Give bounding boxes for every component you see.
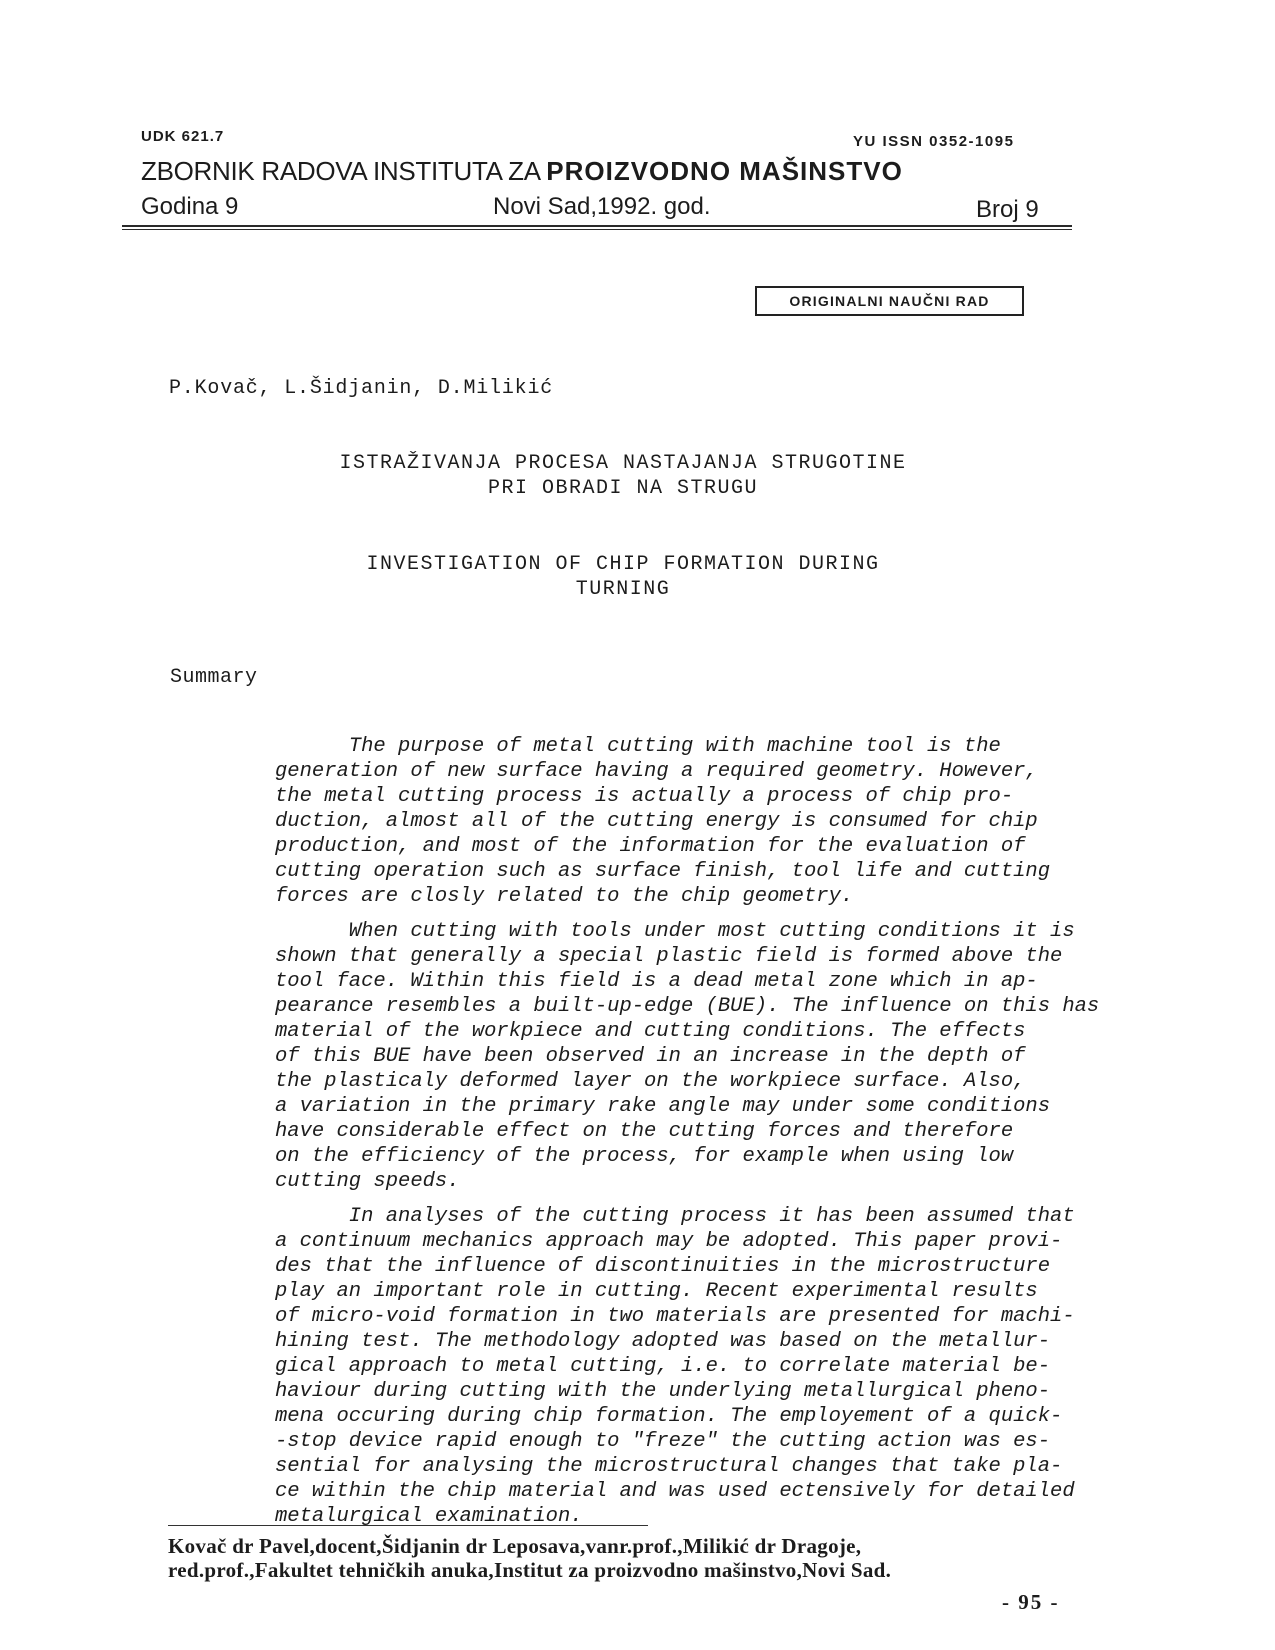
article-type-badge: ORIGINALNI NAUČNI RAD: [755, 286, 1024, 316]
summary-paragraph: The purpose of metal cutting with machine tool is the generation of new surface having a required geometry. However, the metal cutting process is actually a process of chip pro- duction, almost all of the cutting energy is consumed for chip production, and most of the information for the evaluation of cutting operation such as surface finish, tool life and cutting forces are closly related to the chip geometry.: [275, 735, 1051, 908]
title-serbian-line-2: PRI OBRADI NA STRUGU: [487, 477, 759, 500]
place-date: Novi Sad,1992. god.: [493, 193, 711, 220]
authors: P.Kovač, L.Šidjanin, D.Milikić: [169, 377, 554, 400]
journal-title: [141, 156, 903, 187]
title-serbian-line-1: ISTRAŽIVANJA PROCESA NASTAJANJA STRUGOTINE: [339, 452, 907, 475]
udk-code: UDK 621.7: [141, 128, 225, 145]
page-number: - 95 -: [1002, 1590, 1060, 1614]
issue-number: Broj 9: [976, 196, 1039, 223]
title-english-line-1: INVESTIGATION OF CHIP FORMATION DURING: [366, 553, 880, 576]
summary-heading: Summary: [170, 666, 258, 689]
journal-title-bold: PROIZVODNO MAŠINSTVO: [546, 156, 903, 186]
header-rule: [122, 225, 1072, 227]
summary-paragraph: In analyses of the cutting process it has been assumed that a continuum mechanics approach may be adopted. This paper provi- des that the influence of discontinuities in the microstructure play an important role in cutting. Recent experimental results of micro-void formation in two materials are presented for machi- hining test. The methodology adopted was based on the metallur- gical approach to metal cutting, i.e. to correlate material be- haviour during cutting with the underlying metallurgical pheno- mena occuring during chip formation. The employement of a quick- -stop device rapid enough to "freze" the cutting action was es- sential for analysing the microstructural changes that take pla- ce within the chip material and was used ectensively for detailed metalurgical examination.: [275, 1205, 1075, 1528]
journal-title-regular: ZBORNIK RADOVA INSTITUTA ZA: [141, 156, 547, 186]
issn-number: YU ISSN 0352-1095: [853, 133, 1015, 150]
header-rule-thin: [122, 229, 1072, 230]
author-affiliation-line-2: red.prof.,Fakultet tehničkih anuka,Institut za proizvodno mašinstvo,Novi Sad.: [168, 1558, 892, 1582]
title-english-line-2: TURNING: [575, 578, 671, 601]
footnote-rule: [168, 1525, 648, 1526]
summary-paragraph: When cutting with tools under most cutting conditions it is shown that generally a special plastic field is formed above the tool face. Within this field is a dead metal zone which in ap- pearance resembles a built-up-edge (BUE). The influence on this has material of the workpiece and cutting conditions. The effects of this BUE have been observed in an increase in the depth of the plasticaly deformed layer on the workpiece surface. Also, a variation in the primary rake angle may under some conditions have considerable effect on the cutting forces and therefore on the efficiency of the process, for example when using low cutting speeds.: [275, 920, 1100, 1193]
volume-year: Godina 9: [141, 193, 239, 220]
author-affiliation-line-1: Kovač dr Pavel,docent,Šidjanin dr Leposava,vanr.prof.,Milikić dr Dragoje,: [168, 1534, 862, 1558]
